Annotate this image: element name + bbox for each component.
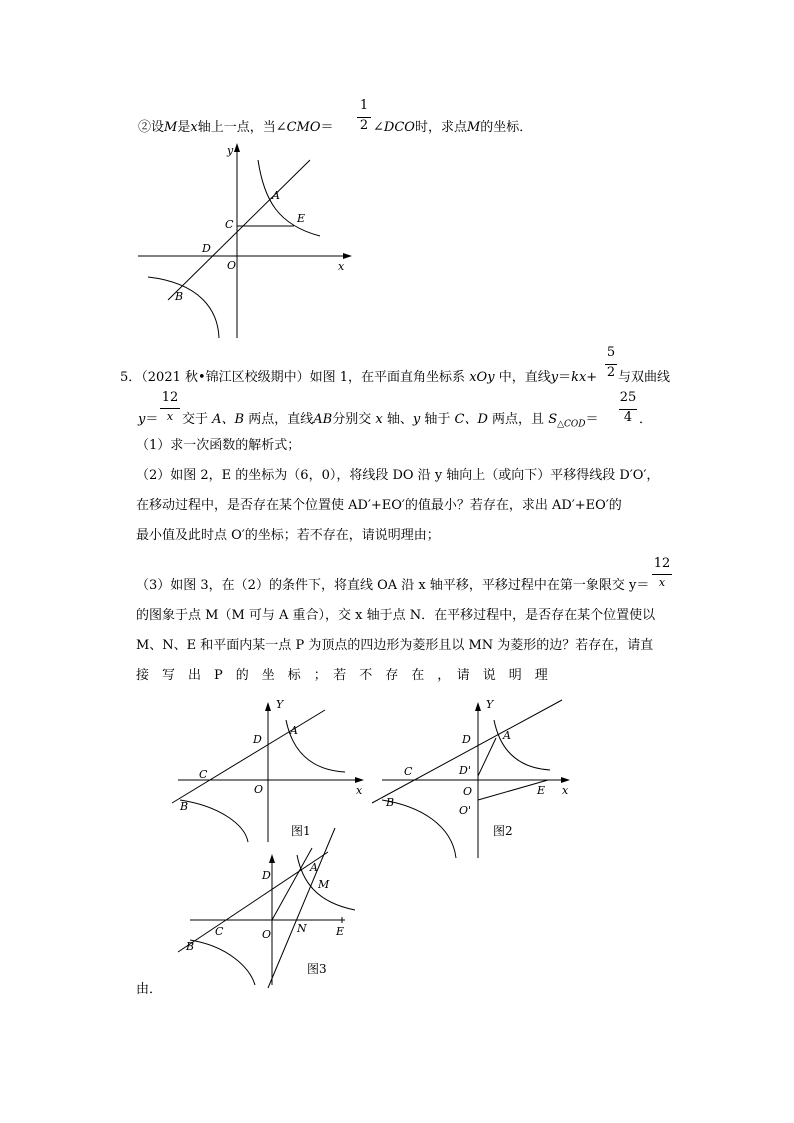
fig3-label-A: A [310,861,318,874]
fig2-label-O: O [463,785,473,798]
q5-frac4-num: 12 [653,556,671,571]
q5-line2-eq2: ＝ [585,412,599,427]
q4-M2: M [466,120,481,135]
fig3-label-D: D [262,869,271,882]
fig3-label-N: N [297,922,307,935]
q5-eq-kx: kx [571,370,587,385]
q5-part3-line5: 由． [136,982,163,997]
q5-line2-y2: y [412,412,421,427]
fig1-caption: 图1 [291,824,311,838]
fig1-label-D: D [253,733,262,746]
q5-frac2-den: x [160,408,180,424]
q5-line2-x: x [375,412,383,427]
q5-part3-line2: 的图象于点 M（M 可与 A 重合），交 x 轴于点 N．在平移过程中，是否存在某个位置使以 [136,608,656,623]
fig1-label-O: O [254,783,264,796]
q5-line2-text6: 两点，且 [492,412,545,427]
q5-line1b: 中，直线 [498,370,551,385]
q4-part2-prefix: ②设 [138,120,165,135]
q5-line2-AB2: AB [313,412,333,427]
q4-label-A: A [272,189,280,202]
q5-eq-plus: + [586,370,598,385]
q4-frac-num: 1 [359,98,369,113]
q5-frac3-den: 4 [619,409,637,425]
q5-line2-text5: 轴于 [424,412,451,427]
fig1-x-arrow [355,777,364,783]
fig2-label-x: x [562,784,569,797]
q4-frac-den: 2 [357,117,371,133]
q5-frac3-num: 25 [619,390,637,405]
q4-label-E: E [297,212,306,225]
q4-label-O: O [227,259,237,272]
q5-part2-line1: （2）如图 2，E 的坐标为（6，0），将线段 DO 沿 y 轴向上（或向下）平移得线段 D′O′， [136,468,660,483]
q5-frac1-den: 2 [606,365,616,380]
q5-line1c: 与双曲线 [618,370,671,385]
fig2-label-C: C [404,765,413,778]
fig2-label-E: E [537,784,546,797]
q5-frac1-num: 5 [606,345,616,360]
fig2-hyperbola-q1 [494,720,550,770]
fig2-x-arrow [561,777,570,783]
q5-part3-line1: （3）如图 3，在（2）的条件下，将直线 OA 沿 x 轴平移，平移过程中在第一象限交 y＝ [136,578,650,593]
q4-label-C: C [225,218,234,231]
q5-line2-AB: A、B [212,412,245,427]
q5-line2-CD: C、D [454,412,488,427]
q5-frac4-den: x [652,574,672,590]
fig1-hyperbola-q3 [180,800,248,842]
fig3-hyperbola-q3 [190,940,255,985]
fig3-y-arrow [269,854,275,863]
q4-label-x: x [338,260,345,273]
fig2-label-Op: O' [459,804,472,817]
fig3-label-E: E [336,925,345,938]
q4-x: x [190,120,198,135]
fig2-label-D: D [462,733,471,746]
q5-figure3 [178,828,355,988]
q4-mid1: 是 [177,120,191,135]
q5-line2-text3: 分别交 [332,412,372,427]
q4-end: 的坐标． [480,120,533,135]
fig3-label-O: O [262,928,272,941]
q5-line2-text4: 轴、 [386,412,413,427]
q5-eq-mid: ＝ [558,370,572,385]
fig1-line-AB [172,710,325,803]
q4-CMO: CMO [286,120,321,135]
q4-DCO: DCO [383,120,415,135]
q4-angle: ∠ [373,120,384,135]
fig3-line-AB [178,852,328,952]
fig1-label-A: A [290,724,298,737]
fig2-label-Dp: D' [459,764,471,777]
fig1-label-B: B [180,800,189,813]
fig1-label-C: C [199,768,208,781]
fig3-caption: 图3 [307,962,327,976]
q5-line2-eq: ＝ [145,412,159,427]
q4-eq: ＝ [320,120,334,135]
q5-line2-sub: △COD [557,419,586,430]
q5-line1-text: 5．（2021 秋•锦江区校级期中）如图 1，在平面直角坐标系 [120,370,466,385]
q4-mid2: 轴上一点，当∠ [197,120,287,135]
q5-part3-line3: M、N、E 和平面内某一点 P 为顶点的四边形为菱形且以 MN 为菱形的边？若存在，请直 [136,638,654,653]
fig3-label-M: M [318,878,330,891]
q5-part2-line3: 最小值及此时点 O′的坐标；若不存在，请说明理由； [136,528,440,543]
q4-label-y: y [227,144,234,157]
q5-line2-end-dot: ． [639,412,653,427]
q5-part3-line4: 接 写 出 P 的 坐 标 ； 若 不 存 在 ， 请 说 明 理 [136,668,548,683]
q4-label-D: D [202,242,211,255]
q5-figure2 [372,700,570,858]
q4-M: M [164,120,178,135]
fig2-y-arrow [475,702,481,711]
q5-part1: （1）求一次函数的解析式； [136,438,301,453]
fig3-line-OA [272,848,312,920]
q5-part2-line2: 在移动过程中，是否存在某个位置使 AD′+EO′的值最小？若存在，求出 AD′+EO′的 [136,498,622,513]
fig2-label-A: A [503,729,511,742]
q5-line2-S: S [548,412,558,427]
fig1-y-arrow [265,702,271,711]
q5-eq-y: y [550,370,559,385]
q4-tail: 时，求点 [414,120,467,135]
q5-line2-text2: 两点，直线 [248,412,314,427]
q5-xOy: xOy [469,370,495,385]
fig2-label-y: Y [486,698,494,711]
q5-line2-y: y [138,412,146,427]
q5-frac2-num: 12 [161,390,179,405]
q5-line2-text: 交于 [182,412,209,427]
fig3-label-C: C [215,925,224,938]
fig2-caption: 图2 [493,824,513,838]
q4-label-B: B [175,290,184,303]
fig3-label-B: B [186,940,195,953]
fig1-label-x: x [356,784,363,797]
fig2-label-B: B [386,796,395,809]
fig1-label-y: Y [276,698,284,711]
